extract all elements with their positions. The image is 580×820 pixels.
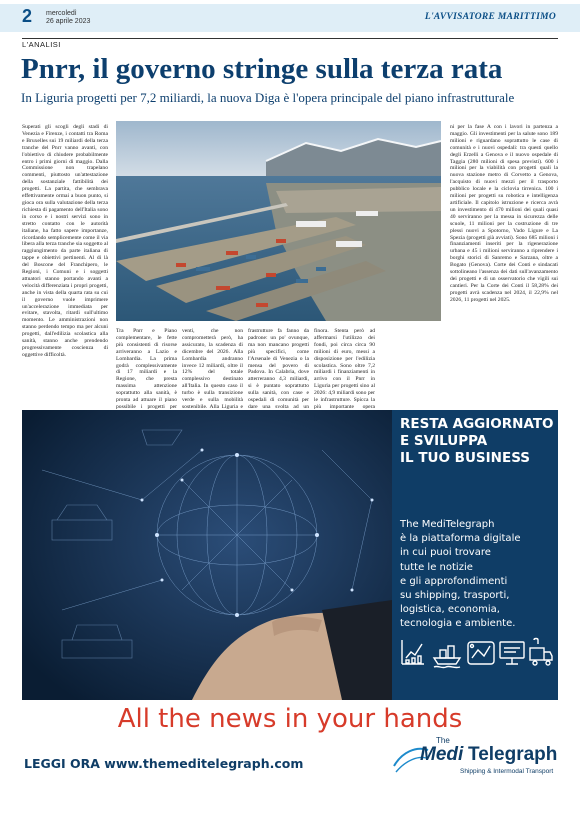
ad-body-line: è la piattaforma digitale (400, 533, 521, 545)
truck-icon (530, 639, 552, 666)
ad-icon-row (398, 634, 554, 670)
article-column-3: venti, che non comprometterà però, ha assicurato, la scadenza di dicembre del 2026. Alla Lombardia andranno invece 12 miliardi, oltre il 12% del totale complessivo destinato all'Italia. In questo caso il turbo è sulla transizione verde e sulla mobilità sostenibile. Alla Liguria e (182, 328, 243, 410)
issue-date (46, 10, 90, 26)
ad-body-line: in cui puoi trovare (400, 547, 491, 559)
article-column-1: Superati gli scogli degli stadi di Venezia e Firenze, i contatti tra Roma e Bruxelles sui 19 miliardi della terza tranche del Pnrr vanno avanti, con l'obiettivo di chiudere probabilmente entro i primi giorni di maggio. Dalla Commissione non trapelano commenti, piuttosto un'attestazione della sostanziale fattibilità dei progetti. La partita, che sembrava effettivamente ormai a buon punto, si gioca ora sulla valutazione della terza richiesta di pagamento dell'Italia sono in corso e i nostri servizi sono in stretto contatto con le autorità italiane, ha fatto sapere importanze, ricordando semplicemente come il via libera alla terza tranche sia soggetto al raggiungimento da parte italiana di tappe e obiettivi pertinenti. Al di là del Boscone del Franchipero, le Regioni, i Comuni e i soggetti attuatori stanno portando avanti a velocità differenziata i propri progetti, anche in vista della quarta rata su cui il governo vuole imprimere un'accelerazione immediata per evitare, stavolta, ritardi sull'ultimo momento. Le amministrazioni non stanno perdendo tempo ma per alcuni progetti, dall'edilizia scolastica alla sanità, stanno anche prendendo progressivamente coscienza di oggettive difficoltà. (22, 124, 108, 358)
logo-medi: Medi (420, 744, 464, 765)
issue-weekday: mercoledì (46, 10, 77, 17)
logo-the: The (436, 736, 450, 745)
ad-body-line: e gli approfondimenti (400, 575, 508, 587)
logo-telegraph: Telegraph (468, 744, 558, 765)
section-label: L'ANALISI (22, 38, 558, 49)
meditelegraph-advertisement[interactable] (22, 410, 558, 790)
logo-subtitle: Shipping & Intermodal Transport (460, 768, 554, 775)
port-icon (468, 642, 494, 664)
article-column-2: Tra Pnrr e Piano complementare, le fette più consistenti di risorse arriveranno a Lazio e Lombardia. La prima godrà complessivamente di 17 miliardi e la Regione, che presta massima attenzione soprattutto alla sanità, è pronta ad attuare il piano possibile i progetti per (116, 328, 177, 410)
ad-headline (400, 416, 554, 467)
meditelegraph-logo[interactable] (392, 736, 558, 782)
ad-headline-line: IL TUO BUSINESS (400, 450, 531, 466)
ad-body-line: tutte le notizie (400, 561, 473, 573)
ad-body-line: The MediTelegraph (400, 519, 495, 530)
ad-cta-link[interactable]: LEGGI ORA www.themeditelegraph.com (24, 756, 304, 771)
ad-tagline: All the news in your hands (117, 704, 463, 734)
article-headline: Pnrr, il governo stringe sulla terza rata (21, 53, 503, 85)
article-column-5: finora. Stenta però ad affermarsi l'utilizzo dei fondi, poi circa circa 90 milioni di euro, messi a disposizione per l'edilizia scolastica. Sono oltre 7,2 miliardi i finanziamenti in arrivo con il Pnrr in Liguria per progetti sino al 2026: 4,9 miliardi sono per le infrastrutture. Spicca la più importante opera (314, 328, 375, 410)
ad-body-line: su shipping, trasporti, (400, 590, 510, 602)
article-column-4: frastrutture fa fanno da padrone: un po' ovunque, ma non mancano progetti più specifici, come l'Arsenale di Venezia o la mensa del povero di Padova. In Calabria, dove atterreranno 4,3 miliardi, si è puntato soprattutto sulla sanità, con case e ospedali di comunità per dare una svolta ad un (248, 328, 309, 410)
ad-image-digital-network (22, 410, 392, 700)
ad-network-illustration (22, 410, 392, 700)
ad-body-line: logistica, economia, (400, 604, 500, 616)
ad-text-panel (392, 410, 558, 700)
article-subheadline: In Liguria progetti per 7,2 miliardi, la nuova Diga è l'opera principale del piano infrastrutturale (21, 90, 515, 105)
chart-icon (402, 640, 424, 664)
article-column-6: ni per la fase A con i lavori in partenza a maggio. Gli investimenti per la salute sono 189 milioni e riguardano soprattutto le case di comunità e i nuovi ospedali: tra questi quello degli Erzelli a Genova e il nuovo ospedale di Taggia (280 milioni di spesa previsti). 600 i milioni per la viabilità con progetti quali la nuova stazione metro di Corvetto a Genova, l'acquisto di nuovi mezzi per il trasporto pubblico locale e la ciclovia tirrenica. 100 i milioni per progetti su robotica e intelligenza artificiale. Il capitolo istruzione e ricerca avrà un investimento di 470 milioni dei quali quasi 40 serviranno per la messa in sicurezza delle scuole, 11 milioni per la costruzione di tre plessi nuovi a Spotorno, Vado Ligure e La Spezia (progetti già avviati). Sono 685 milioni i finanziamenti inseriti per la rigenerazione urbana e 45 i milioni serviranno a riprendere i borghi storici di Sanremo e Sarzana, oltre a Bogato (Genova). Corte dei Conti e sindacati sottolineano l'assenza dei dati sull'avanzamento dei progetti e di un osservatorio che vigili sui cantieri. Per la Corte dei Conti il 58,28% dei progetti avrà scadenza nel 2024, il 22,9% nel 2026, 11 progetti nel 2025. (450, 124, 558, 303)
ad-body-text (400, 518, 556, 632)
page-number: 2 (22, 6, 33, 26)
masthead: L'AVVISATORE MARITTIMO (424, 12, 556, 22)
issue-day: 26 aprile 2023 (46, 18, 91, 25)
ship-icon (434, 646, 460, 668)
ad-body-line: tecnologia e ambiente. (400, 618, 516, 630)
ad-headline-line: E SVILUPPA (400, 433, 488, 449)
computer-icon (500, 642, 524, 664)
ad-headline-line: RESTA AGGIORNATO (400, 416, 554, 432)
port-aerial-photo (116, 121, 441, 321)
port-photo-illustration (116, 121, 441, 321)
